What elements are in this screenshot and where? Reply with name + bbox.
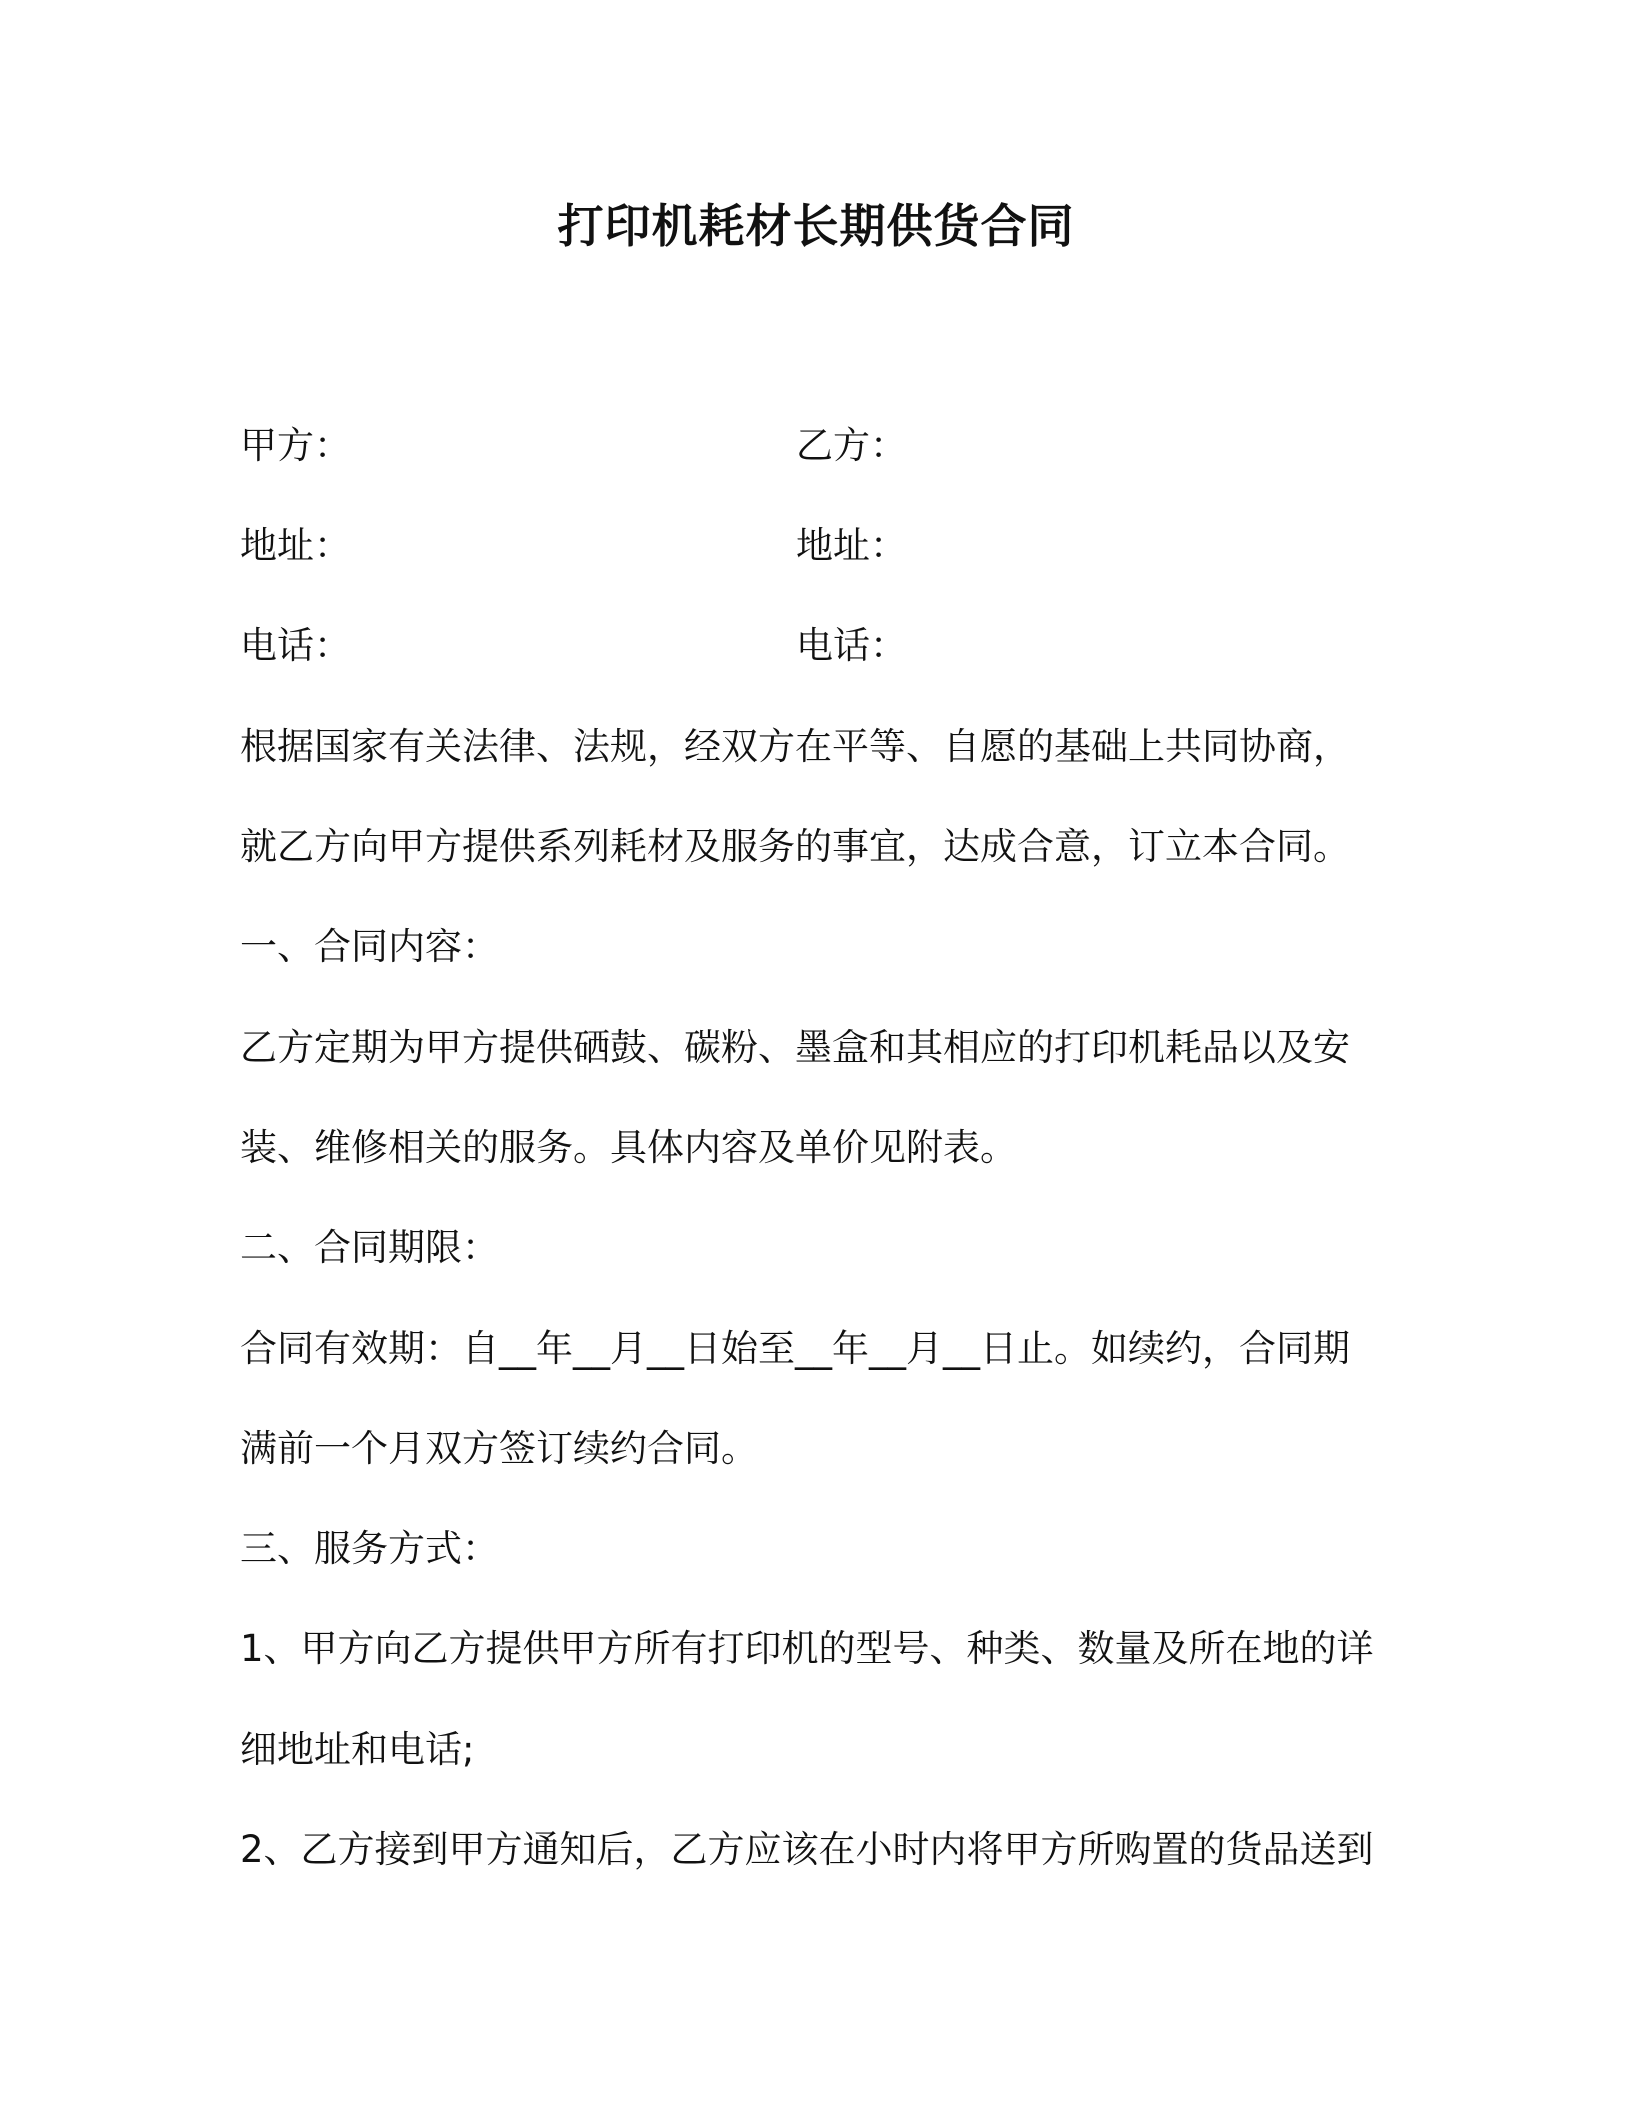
section-1-line-2: 装、维修相关的服务。具体内容及单价见附表。 [240,1126,1017,1169]
party-b-label: 乙方： [796,424,907,467]
phone-a-label: 电话： [240,624,351,667]
section-heading-service-method: 三、服务方式： [240,1527,499,1570]
intro-line-1: 根据国家有关法律、法规，经双方在平等、自愿的基础上共同协商， [240,725,1350,768]
section-heading-contract-content: 一、合同内容： [240,925,499,968]
address-a-label: 地址： [240,524,351,567]
document-title: 打印机耗材长期供货合同 [557,199,1075,253]
section-3-line-3: 2、乙方接到甲方通知后，乙方应该在小时内将甲方所购置的货品送到 [240,1828,1374,1871]
section-3-line-1: 1、甲方向乙方提供甲方所有打印机的型号、种类、数量及所在地的详 [240,1627,1374,1670]
section-3-line-2: 细地址和电话; [240,1728,475,1771]
intro-line-2: 就乙方向甲方提供系列耗材及服务的事宜，达成合意，订立本合同。 [240,825,1350,868]
section-2-line-1: 合同有效期：自__年__月__日始至__年__月__日止。如续约，合同期 [240,1327,1350,1370]
address-b-label: 地址： [796,524,907,567]
section-heading-contract-term: 二、合同期限： [240,1226,499,1269]
phone-b-label: 电话： [796,624,907,667]
section-2-line-2: 满前一个月双方签订续约合同。 [240,1427,758,1470]
section-1-line-1: 乙方定期为甲方提供硒鼓、碳粉、墨盒和其相应的打印机耗品以及安 [240,1026,1350,1069]
party-a-label: 甲方： [240,424,351,467]
